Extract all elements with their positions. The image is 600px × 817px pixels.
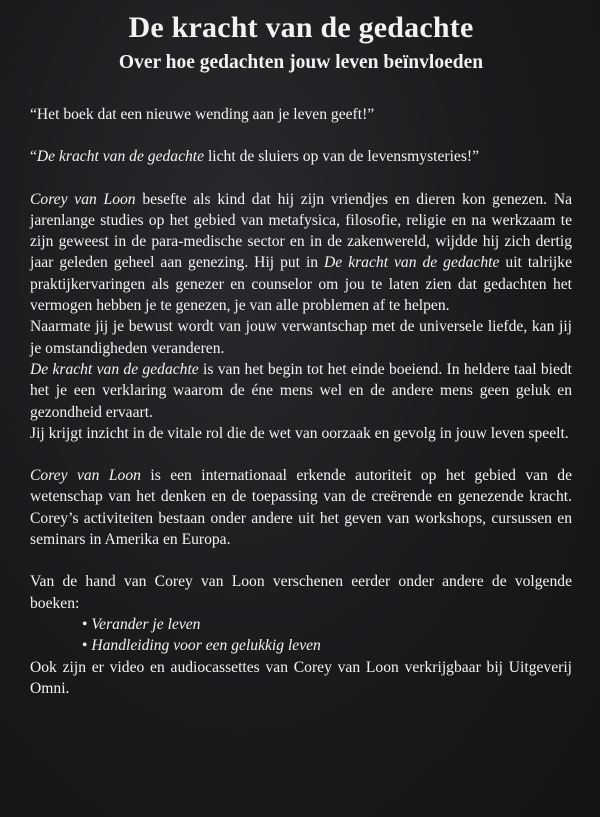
paragraph-other-books: Van de hand van Corey van Loon verschenen eerder onder andere de volgende boeken: — [30, 573, 572, 612]
list-item: • Verander je leven — [82, 614, 572, 635]
paragraph-universal-love: Naarmate jij je bewust wordt van jouw verwantschap met de universele liefde, kan jij je omstandigheden veranderen. — [30, 318, 572, 357]
book-title-inline: De kracht van de gedachte — [30, 360, 199, 378]
quote-2: “De kracht van de gedachte licht de sluiers op van de levensmysteries!” — [30, 148, 480, 166]
paragraph-insight: Jij krijgt inzicht in de vitale rol die de wet van oorzaak en gevolg in jouw leven speelt. — [30, 424, 569, 442]
author-name: Corey van Loon — [30, 190, 136, 208]
paragraph-author-bio: Corey van Loon is een internationaal erkende autoriteit op het gebied van de wetenschap van het denken en de toepassing van de creërende en genezende kracht. Corey’s activiteiten bestaan onder andere uit het geven van workshops, cursussen en seminars in Amerika en Europa. — [30, 467, 572, 549]
quote-1: “Het boek dat een nieuwe wending aan je leven geeft!” — [30, 106, 375, 123]
paragraph-captivating: De kracht van de gedachte is van het begin tot het einde boeiend. In heldere taal biedt het je een verklaring waarom de éne mens wel en de andere mens geen geluk en gezondheid ervaart. — [30, 360, 572, 421]
author-name: Corey van Loon — [30, 467, 141, 485]
quote-2-book-title: De kracht van de gedachte — [36, 148, 205, 166]
paragraph-author-intro: Corey van Loon besefte als kind dat hij zijn vriendjes en dieren kon genezen. Na jarenlange studies op het gebied van metafysica, filosofie, religie en na werkzaam te zijn geweest in de para-medische sector en in de zakenwereld, wijdde hij zich dertig jaar geleden geheel aan genezing. Hij put in De kracht van de gedachte uit talrijke praktijkervaringen als genezer en counselor om jou te laten zien dat gedachten het vermogen hebben je te genezen, je van alle problemen af te helpen. — [30, 190, 573, 315]
book-title-inline: De kracht van de gedachte — [324, 254, 500, 272]
list-item: • Handleiding voor een gelukkig leven — [82, 635, 572, 656]
paragraph-availability: Ook zijn er video en audiocassettes van Corey van Loon verkrijgbaar bij Uitgeverij Omni. — [30, 658, 572, 697]
book-title: De kracht van de gedachte — [128, 11, 474, 44]
blurb-text — [30, 104, 572, 699]
book-subtitle: Over hoe gedachten jouw leven beïnvloeden — [118, 52, 484, 73]
books-list — [30, 614, 572, 657]
